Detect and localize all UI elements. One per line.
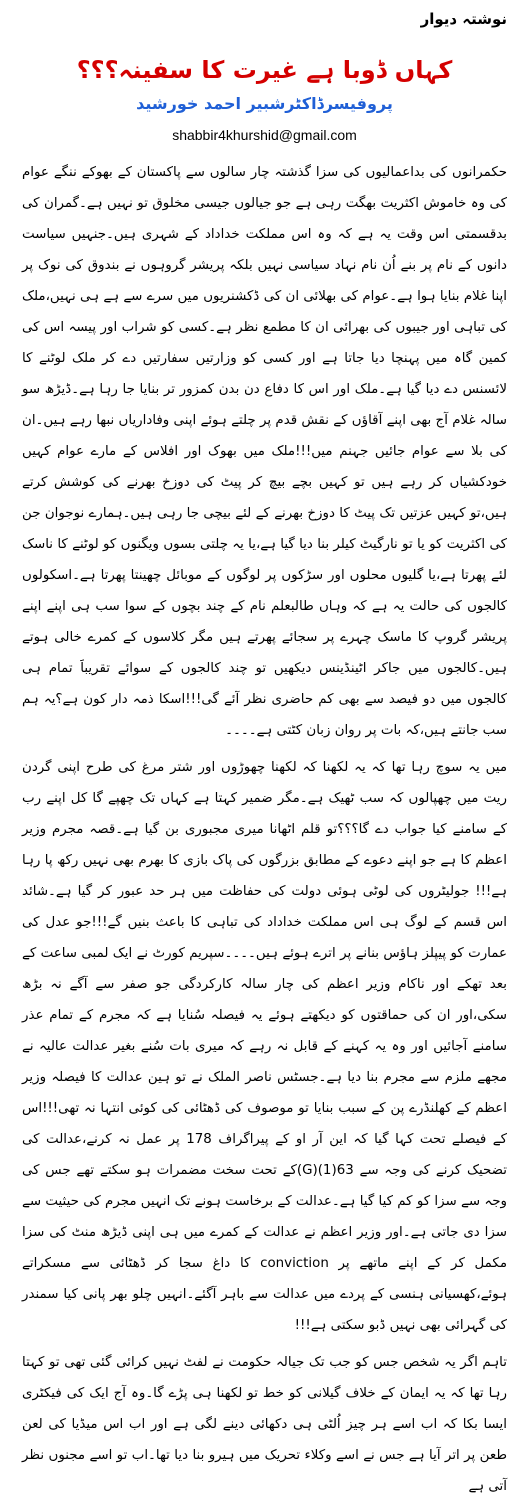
article-title: کہاں ڈوبا ہے غیرت کا سفینہ؟؟؟ bbox=[76, 56, 453, 84]
body-paragraph-2: میں یہ سوچ رہا تھا کہ یہ لکھنا کہ لکھنا چھوڑوں اور شتر مرغ کی طرح اپنی گردن ریت میں چھپالوں کہ سب ٹھیک ہے۔مگر ضمیر کہتا ہے کہاں تک چھپے گا کل اپنے رب کے سامنے کیا جواب دے گا؟؟؟تو قلم اٹھانا میری مجبوری بن گیا ہے۔قصہ مجرم وزیر اعظم کا ہے جو اپنے دعوے کے مطابق بزرگوں کی پاک بازی کا بھرم بھی نہیں رکھ پا رہا ہے!!! جولیٹروں کی لوٹی ہوئی دولت کی حفاظت میں ہر حد عبور کر گیا ہے۔شائد اس قسم کے لوگ ہی اس مملکت خداداد کی تباہی کا باعث بنیں گے!!!جو عدل کی عمارت کو پیپلز ہاؤس بنانے پر اترے ہوئے ہیں۔۔۔۔سپریم کورٹ نے ایک لمبی ساعت کے بعد تھکے اور ناکام وزیر اعظم کی چار سالہ کارکردگی جو صفر سے آگے نہ بڑھ سکی،اور ان کی حماقتوں کو دیکھتے ہوئے یہ فیصلہ سُنایا ہے کہ مجرم کے تمام عذر سامنے آجائیں اور وہ یہ کہنے کے قابل نہ رہے کہ میری بات سُنے بغیر عدالت عالیہ نے مجھے ملزم سے مجرم بنا دیا ہے۔جسٹس ناصر الملک نے تو ہین عدالت کا فیصلہ وزیر اعظم کے کھلنڈرے پن کے سبب بنایا تو موصوف کی ڈھٹائی کی کوئی انتہا نہ تھی!!!اس کے فیصلے تحت کہا گیا کہ این آر او کے پیراگراف 178 پر عمل نہ کرنے،عدالت کی تضحیک کرنے کی وجہ سے 63(1)(G)کے تحت سخت مضمرات ہو سکتے تھے جس کی وجہ سے سزا کو کم کیا گیا ہے۔عدالت کے برخاست ہونے تک انہیں مجرم کی حیثیت سے سزا دی جاتی ہے۔اور وزیر اعظم نے عدالت کے کمرے میں ہی اپنی ڈیڑھ منٹ کی سزا مکمل کر کے اپنے ماتھے پر conviction کا داغ سجا کر ڈھٹائی سے مسکراتے ہوئے،کھسیانی ہنسی کے پردے میں عدالت سے باہر آگئے۔انہیں چلو بھر پانی کیا سمندر کی گہرائی بھی نہیں ڈبو سکتی ہے!!! bbox=[22, 760, 507, 1333]
section-header: نوشتہ دیوار bbox=[420, 10, 507, 28]
author-email[interactable]: shabbir4khurshid@gmail.com bbox=[172, 127, 357, 143]
body-paragraph-3: تاہم اگر یہ شخص جس کو جب تک جیالہ حکومت نے لفٹ نہیں کرائی گئی تھی تو کہتا رہا تھا کہ یہ ایمان کے خلاف گیلانی کو خط تو لکھنا ہی پڑے گا۔وہ آج ایک کی فیکٹری ایسا بکا کہ اب اسے ہر چیز اُلٹی ہی دکھائی دینے لگی ہے اور اب اس میڈیا کی لعن طعن پر اتر آیا ہے جس نے اسے وکلاء تحریک میں ہیرو بنا دیا تھا۔اب تو اسے مجنوں نظر آتی ہے bbox=[22, 1355, 507, 1494]
author-byline: پروفیسرڈاکٹرشبیر احمد خورشید bbox=[136, 94, 393, 113]
body-paragraph-1: حکمرانوں کی بداعمالیوں کی سزا گذشتہ چار سالوں سے پاکستان کے بھوکے ننگے عوام کی وہ خاموش اکثریت بھگت رہی ہے جو جیالوں جیسی مخلوق تو نہیں ہے۔گمران کی بدقسمتی اس وقت یہ ہے کہ وہ اس مملکت خداداد کے شہری ہیں۔جنہیں سیاست دانوں کے نام پر بنے اُن نام نہاد سیاسی نہیں بلکہ پریشر گروہوں نے بندوق کی نوک پر اپنا غلام بنایا ہوا ہے۔عوام کی بھلائی ان کی ڈکشنریوں میں سرے سے ہے ہی نہیں،ملک کی تباہی اور جیبوں کی بھرائی ان کا مطمع نظر ہے۔کسی کو شراب اور پیسہ اس کی کمین گاہ میں پہنچا دیا جاتا ہے اور کسی کو وزارتیں سفارتیں دے کر ملک لوٹنے کا لائسنس دے دیا گیا ہے۔ملک اور اس کا دفاع دن بدن کمزور تر بنایا جا رہا ہے۔ڈیڑھ سو سالہ غلام آج بھی اپنے آقاؤں کے نقش قدم پر چلتے ہوئے اپنی وفاداریاں نبھا رہے ہیں۔ان کی بلا سے عوام جائیں جہنم میں!!!ملک میں بھوک اور افلاس کے مارے عوام کہیں خودکشیاں کر رہے ہیں تو کہیں بچے بیچ کر پیٹ کی دوزخ بھرنے کی کوشش کرتے ہیں،تو کہیں عزتیں تک پیٹ کا دوزخ بھرنے کے لئے بیچی جا رہی ہیں۔ہمارے نوجوان جن کی اکثریت کو یا تو نارگیٹ کیلر بنا دیا گیا ہے،یا یہ چلتی بسوں ویگنوں کو لوٹنے کا ناسک لئے پھرتا ہے،یا گلیوں محلوں اور سڑکوں پر لوگوں کے موبائل چھینتا پھرتا ہے۔اسکولوں کالجوں کی حالت یہ ہے کہ وہاں طالبعلم نام کے چند بچوں کے سوا سب ہی اپنے اپنے پریشر گروپ کا ماسک چہرے پر سجائے پھرتے ہیں مگر کلاسوں کے کمرے خالی ہوتے ہیں۔کالجوں میں جاکر اٹینڈینس دیکھیں تو چند کالجوں کے سوائے تقریباََ تمام ہی کالجوں میں دو فیصد سے بھی کم حاضری نظر آئے گی!!!اسکا ذمہ دار کون ہے؟یہ ہم سب جانتے ہیں،کہ بات پر روان زبان کٹتی ہے۔۔۔۔ bbox=[22, 165, 507, 738]
